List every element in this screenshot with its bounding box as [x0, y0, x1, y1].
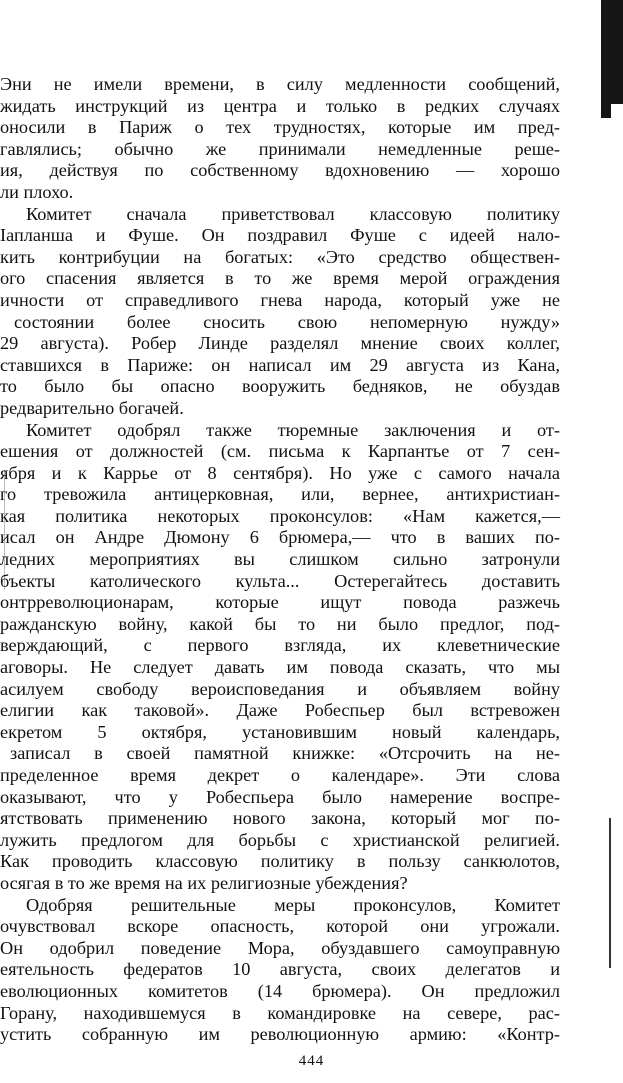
text-line: кая политика некоторых проконсулов: «Нам кажется,—: [0, 505, 560, 526]
text-line: ября и к Каррье от 8 сентября). Но уже с самого начала: [0, 462, 560, 483]
text-line: го тревожила антицерковная, или, вернее, антихристиан-: [0, 484, 560, 505]
text-line: ого спасения является в то же время мерой ограждения: [0, 268, 560, 289]
text-line: Горану, находившемуся в командировке на севере, рас-: [0, 1002, 560, 1023]
text-line: 29 августа). Робер Линде разделял мнение своих коллег,: [0, 333, 560, 354]
text-line: оказывают, что у Робеспьера было намерение воспре-: [0, 786, 560, 807]
text-line: Как проводить классовую политику в пользу санкюлотов,: [0, 851, 560, 872]
text-line: асилуем свободу вероисповедания и объявляем войну: [0, 678, 560, 699]
text-line: бъекты католического культа... Остерегайтесь доставить: [0, 570, 560, 591]
text-line: елигии как таковой». Даже Робеспьер был встревожен: [0, 700, 560, 721]
text-line: очувствовал вскоре опасность, которой они угрожали.: [0, 916, 560, 937]
text-line: верждающий, с первого взгляда, их клеветнические: [0, 635, 560, 656]
scan-edge-mark: [609, 818, 611, 968]
text-line: пределенное время декрет о календаре». Эти слова: [0, 765, 560, 785]
text-line: екретом 5 октября, установившим новый календарь,: [0, 721, 560, 742]
paragraph-start-line: Комитет сначала приветствовал классовую политику: [26, 203, 560, 224]
text-line: ставшихся в Париже: он написал им 29 августа из Кана,: [0, 354, 560, 375]
text-line: исал он Андре Дюмону 6 брюмера,— что в ваших по-: [0, 527, 560, 548]
text-line: осягая в то же время на их религиозные убеждения?: [0, 872, 408, 893]
text-line: ражданскую войну, какой бы то ни было предлог, под-: [0, 613, 560, 634]
paragraph-start-line: Комитет одобрял также тюремные заключения и от-: [26, 419, 560, 440]
text-line: аговоры. Не следует давать им повода сказать, что мы: [0, 657, 560, 678]
scan-edge-shadow: [601, 0, 623, 104]
text-line: ешения от должностей (см. письма к Карпантье от 7 сен-: [0, 441, 560, 462]
text-line: редварительно богачей.: [0, 397, 184, 418]
text-line: Эни не имели времени, в силу медленности сообщений,: [0, 74, 560, 94]
text-line: гавлялись; обычно же принимали немедленные реше-: [0, 138, 560, 159]
text-line: кить контрибуции на богатых: «Это средство обществен-: [0, 246, 560, 267]
text-line: устить собранную им революционную армию: «Контр-: [0, 1024, 560, 1045]
text-line: ледних мероприятиях вы слишком сильно затронули: [0, 549, 560, 570]
text-line: еятельность федератов 10 августа, своих делегатов и: [0, 959, 560, 980]
text-line: Iапланша и Фуше. Он поздравил Фуше с идеей нало-: [0, 225, 560, 246]
text-line: еволюционных комитетов (14 брюмера). Он предложил: [0, 980, 560, 1001]
text-line: ия, действуя по собственному вдохновению — хорошо: [0, 160, 560, 181]
text-line: онтрреволюционарам, которые ищут повода разжечь: [0, 592, 560, 613]
page-number: 444: [298, 1053, 325, 1069]
text-line: ичности от справедливого гнева народа, который уже не: [0, 289, 560, 310]
text-line: лужить предлогом для борьбы с христианской религией.: [0, 829, 560, 850]
text-line: жидать инструкций из центра и только в редких случаях: [0, 95, 560, 116]
paragraph-start-line: Одобряя решительные меры проконсулов, Комитет: [26, 894, 560, 915]
text-line: ли плохо.: [0, 181, 74, 202]
text-line: ятствовать применению нового закона, который мог по-: [0, 808, 560, 829]
body-text: [0, 74, 560, 1046]
text-line: записал в своей памятной книжке: «Отсрочить на не-: [10, 743, 560, 764]
text-line: состоянии более сносить свою непомерную нужду»: [14, 311, 560, 332]
text-line: оносили в Париж о тех трудностях, которые им пред-: [0, 117, 560, 138]
text-line: то было бы опасно вооружить бедняков, не обуздав: [0, 376, 560, 397]
text-line: Он одобрил поведение Мора, обуздавшего самоуправную: [0, 937, 560, 958]
